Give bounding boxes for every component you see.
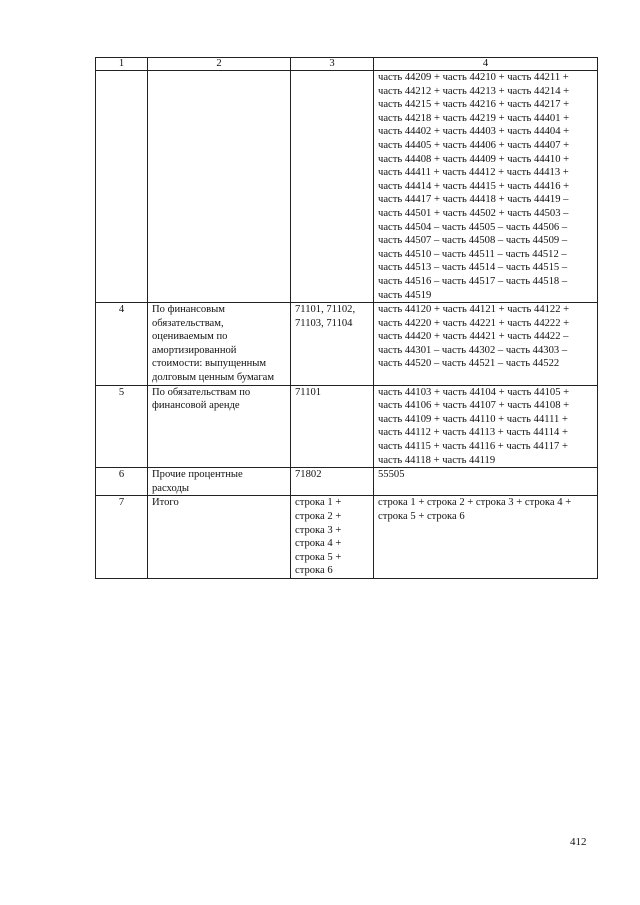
table-row bbox=[96, 71, 598, 303]
row-formula: строка 1 + строка 2 + строка 3 + строка 4 + строка 5 + строка 6 bbox=[374, 496, 598, 579]
row-codes: 71101 bbox=[291, 385, 374, 468]
table-row bbox=[96, 468, 598, 496]
row-codes: строка 1 + строка 2 + строка 3 + строка 4 + строка 5 + строка 6 bbox=[291, 496, 374, 579]
row-codes: 71101, 71102, 71103, 71104 bbox=[291, 303, 374, 386]
table-row bbox=[96, 496, 598, 579]
column-header: 1 bbox=[96, 58, 148, 71]
row-formula: часть 44103 + часть 44104 + часть 44105 + часть 44106 + часть 44107 + часть 44108 + часть 44109 + часть 44110 + часть 44111 + часть 44112 + часть 44113 + часть 44114 + часть 44115 + часть 44116 + часть 44117 + часть 44118 + часть 44119 bbox=[374, 385, 598, 468]
row-number: 4 bbox=[96, 303, 148, 386]
row-codes: 71802 bbox=[291, 468, 374, 496]
row-name bbox=[148, 71, 291, 303]
row-formula: часть 44120 + часть 44121 + часть 44122 + часть 44220 + часть 44221 + часть 44222 + часть 44420 + часть 44421 + часть 44422 – часть 44301 – часть 44302 – часть 44303 – часть 44520 – часть 44521 – часть 44522 bbox=[374, 303, 598, 386]
page-number: 412 bbox=[570, 836, 587, 848]
row-name: По обязательствам по финансовой аренде bbox=[148, 385, 291, 468]
row-name: Прочие процентные расходы bbox=[148, 468, 291, 496]
row-formula: 55505 bbox=[374, 468, 598, 496]
row-number: 5 bbox=[96, 385, 148, 468]
column-header: 3 bbox=[291, 58, 374, 71]
table-header-row bbox=[96, 58, 598, 71]
row-name: Итого bbox=[148, 496, 291, 579]
report-table bbox=[95, 57, 598, 579]
column-header: 4 bbox=[374, 58, 598, 71]
table-row bbox=[96, 303, 598, 386]
row-codes bbox=[291, 71, 374, 303]
table-row bbox=[96, 385, 598, 468]
row-number: 6 bbox=[96, 468, 148, 496]
row-number: 7 bbox=[96, 496, 148, 579]
column-header: 2 bbox=[148, 58, 291, 71]
row-number bbox=[96, 71, 148, 303]
row-name: По финансовым обязательствам, оцениваемым по амортизированной стоимости: выпущенным долговым ценным бумагам bbox=[148, 303, 291, 386]
row-formula: часть 44209 + часть 44210 + часть 44211 + часть 44212 + часть 44213 + часть 44214 + часть 44215 + часть 44216 + часть 44217 + часть 44218 + часть 44219 + часть 44401 + часть 44402 + часть 44403 + часть 44404 + часть 44405 + часть 44406 + часть 44407 + часть 44408 + часть 44409 + часть 44410 + часть 44411 + часть 44412 + часть 44413 + часть 44414 + часть 44415 + часть 44416 + часть 44417 + часть 44418 + часть 44419 – часть 44501 + часть 44502 + часть 44503 – часть 44504 – часть 44505 – часть 44506 – часть 44507 – часть 44508 – часть 44509 – часть 44510 – часть 44511 – часть 44512 – часть 44513 – часть 44514 – часть 44515 – часть 44516 – часть 44517 – часть 44518 – часть 44519 bbox=[374, 71, 598, 303]
